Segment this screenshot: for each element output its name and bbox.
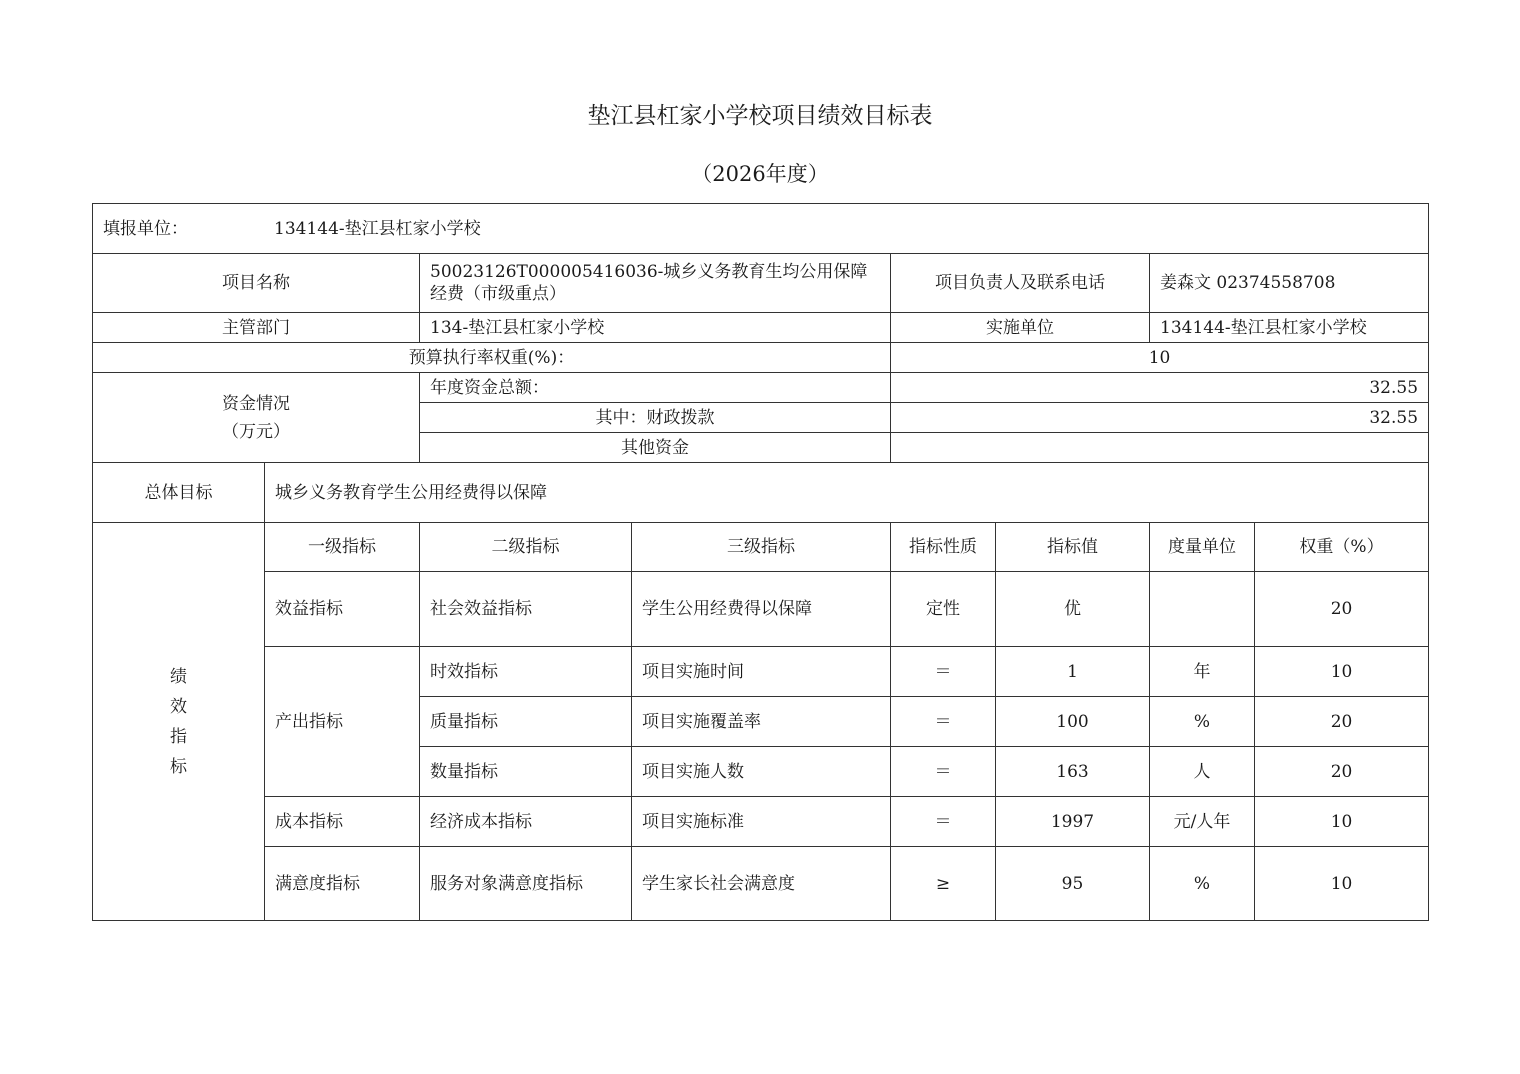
project-name-value: 50023126T000005416036-城乡义务教育生均公用保障经费（市级重点） bbox=[420, 254, 891, 313]
indicator-level2: 质量指标 bbox=[420, 697, 632, 747]
budget-rate-value: 10 bbox=[891, 343, 1429, 373]
indicator-value: 1 bbox=[996, 647, 1150, 697]
indicator-level3: 项目实施标准 bbox=[632, 797, 891, 847]
indicator-level3: 项目实施覆盖率 bbox=[632, 697, 891, 747]
header-value: 指标值 bbox=[996, 523, 1150, 572]
project-leader-value: 姜森文 02374558708 bbox=[1150, 254, 1429, 313]
implementer-label: 实施单位 bbox=[891, 313, 1150, 343]
funds-unit: （万元） bbox=[222, 421, 290, 442]
funds-label-cell bbox=[93, 373, 420, 463]
header-nature: 指标性质 bbox=[891, 523, 996, 572]
indicator-level3: 学生家长社会满意度 bbox=[632, 847, 891, 921]
indicator-level3: 项目实施时间 bbox=[632, 647, 891, 697]
page-title: 垫江县杠家小学校项目绩效目标表 bbox=[587, 103, 933, 129]
indicator-level1: 成本指标 bbox=[265, 797, 420, 847]
header-level1: 一级指标 bbox=[265, 523, 420, 572]
indicator-weight: 10 bbox=[1255, 647, 1429, 697]
overall-goal-value: 城乡义务教育学生公用经费得以保障 bbox=[265, 463, 1429, 523]
funds-other-value bbox=[891, 433, 1429, 463]
header-unit: 度量单位 bbox=[1150, 523, 1255, 572]
indicator-value: 1997 bbox=[996, 797, 1150, 847]
funds-label: 资金情况 bbox=[222, 393, 290, 414]
indicator-level1: 满意度指标 bbox=[265, 847, 420, 921]
indicator-weight: 20 bbox=[1255, 747, 1429, 797]
indicator-nature: ≥ bbox=[891, 847, 996, 921]
table-row bbox=[93, 572, 1429, 647]
header-level2: 二级指标 bbox=[420, 523, 632, 572]
fill-unit-value: 134144-垫江县杠家小学校 bbox=[274, 218, 481, 239]
indicator-weight: 20 bbox=[1255, 697, 1429, 747]
indicator-weight: 10 bbox=[1255, 797, 1429, 847]
indicator-nature: 定性 bbox=[891, 572, 996, 647]
header-weight: 权重（%） bbox=[1255, 523, 1429, 572]
indicator-weight: 20 bbox=[1255, 572, 1429, 647]
overall-goal-row bbox=[93, 463, 1429, 523]
project-leader-label: 项目负责人及联系电话 bbox=[891, 254, 1150, 313]
indicator-level1: 效益指标 bbox=[265, 572, 420, 647]
indicator-unit: % bbox=[1150, 847, 1255, 921]
indicator-value: 163 bbox=[996, 747, 1150, 797]
page-subtitle: （2026年度） bbox=[691, 162, 829, 186]
overall-goal-label: 总体目标 bbox=[93, 463, 265, 523]
header-level3: 三级指标 bbox=[632, 523, 891, 572]
indicator-nature: ＝ bbox=[891, 647, 996, 697]
table-row bbox=[93, 647, 1429, 697]
indicator-unit: % bbox=[1150, 697, 1255, 747]
budget-rate-label: 预算执行率权重(%)： bbox=[93, 343, 891, 373]
indicator-header-row bbox=[93, 523, 1429, 572]
funds-other-label: 其他资金 bbox=[420, 433, 891, 463]
department-value: 134-垫江县杠家小学校 bbox=[420, 313, 891, 343]
indicator-section-label: 绩效指标 bbox=[170, 666, 187, 777]
fill-unit-cell bbox=[93, 204, 1429, 254]
indicator-level2: 经济成本指标 bbox=[420, 797, 632, 847]
indicator-weight: 10 bbox=[1255, 847, 1429, 921]
budget-rate-row bbox=[93, 343, 1429, 373]
indicator-nature: ＝ bbox=[891, 797, 996, 847]
indicator-level1: 产出指标 bbox=[265, 647, 420, 797]
indicator-level3: 学生公用经费得以保障 bbox=[632, 572, 891, 647]
indicator-level3: 项目实施人数 bbox=[632, 747, 891, 797]
department-label: 主管部门 bbox=[93, 313, 420, 343]
implementer-value: 134144-垫江县杠家小学校 bbox=[1150, 313, 1429, 343]
project-name-label: 项目名称 bbox=[93, 254, 420, 313]
indicator-unit: 年 bbox=[1150, 647, 1255, 697]
indicator-nature: ＝ bbox=[891, 747, 996, 797]
indicator-value: 优 bbox=[996, 572, 1150, 647]
indicator-nature: ＝ bbox=[891, 697, 996, 747]
table-row bbox=[93, 847, 1429, 921]
fill-unit-row bbox=[93, 204, 1429, 254]
indicator-level2: 时效指标 bbox=[420, 647, 632, 697]
indicator-unit: 人 bbox=[1150, 747, 1255, 797]
funds-total-label: 年度资金总额： bbox=[420, 373, 891, 403]
funds-fiscal-label: 其中：财政拨款 bbox=[420, 403, 891, 433]
indicator-level2: 服务对象满意度指标 bbox=[420, 847, 632, 921]
indicator-level2: 数量指标 bbox=[420, 747, 632, 797]
indicator-section-label-cell bbox=[93, 523, 265, 921]
department-row bbox=[93, 313, 1429, 343]
funds-total-value: 32.55 bbox=[891, 373, 1429, 403]
indicator-unit bbox=[1150, 572, 1255, 647]
performance-target-table bbox=[92, 203, 1429, 921]
funds-total-row bbox=[93, 373, 1429, 403]
indicator-value: 100 bbox=[996, 697, 1150, 747]
project-name-row bbox=[93, 254, 1429, 313]
indicator-value: 95 bbox=[996, 847, 1150, 921]
fill-unit-label: 填报单位： bbox=[103, 218, 188, 239]
indicator-unit: 元/人年 bbox=[1150, 797, 1255, 847]
table-row bbox=[93, 797, 1429, 847]
funds-fiscal-value: 32.55 bbox=[891, 403, 1429, 433]
indicator-level2: 社会效益指标 bbox=[420, 572, 632, 647]
